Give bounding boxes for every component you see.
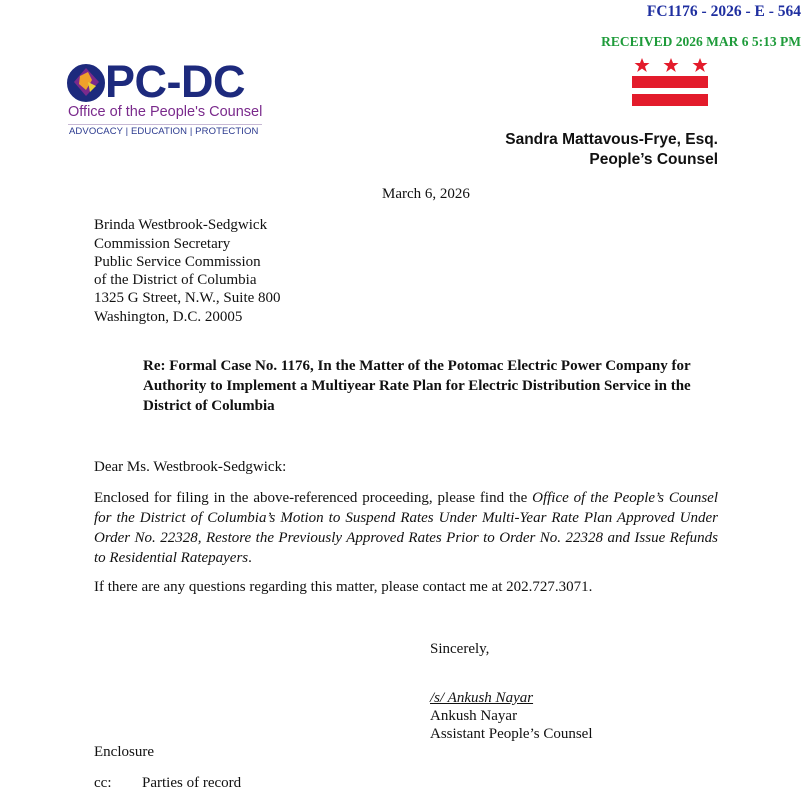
recipient-line: Brinda Westbrook-Sedgwick: [94, 217, 268, 233]
counsel-title: People’s Counsel: [589, 151, 718, 168]
body-paragraph-contact: If there are any questions regarding this matter, please contact me at 202.727.3071.: [94, 579, 593, 595]
re-subject: Re: Formal Case No. 1176, In the Matter of the Potomac Electric Power Company for Authority to Implement a Multiyear Rate Plan for Electric Distribution Service in the District of Columbia: [143, 358, 691, 414]
motion-title: Office of the People’s Counsel for the District of Columbia’s Motion to Suspend Rates Under Multi-Year Rate Plan Approved Under Order No. 22328, Restore the Previously Approved Rates Prior to Order No. 22328 and Issue Refunds to Residential Ratepayers: [94, 490, 718, 566]
closing-sincerely: Sincerely,: [430, 641, 490, 657]
recipient-line: Washington, D.C. 20005: [94, 309, 243, 325]
recipient-line: Public Service Commission: [94, 254, 261, 270]
filing-id-stamp: FC1176 - 2026 - E - 564: [646, 3, 801, 20]
signature: /s/ Ankush Nayar: [430, 690, 534, 706]
body-paragraph-tail: .: [248, 550, 252, 566]
body-paragraph-enclosure: [94, 488, 718, 568]
enclosure-note: Enclosure: [94, 744, 154, 760]
cc-label: cc:: [94, 775, 112, 791]
logo-wordmark: PC-DC: [105, 56, 245, 107]
letter-date: March 6, 2026: [382, 186, 470, 202]
body-paragraph-lead: Enclosed for filing in the above-referenced proceeding, please find the: [94, 490, 533, 506]
recipient-line: of the District of Columbia: [94, 272, 257, 288]
logo-office-name: Office of the People's Counsel: [68, 104, 263, 120]
received-stamp: RECEIVED 2026 MAR 6 5:13 PM: [601, 34, 801, 49]
cc-value: Parties of record: [142, 775, 242, 791]
logo-divider: [68, 124, 262, 125]
dc-flag-icon: [632, 54, 710, 110]
salutation: Dear Ms. Westbrook-Sedgwick:: [94, 459, 287, 475]
logo-tagline: ADVOCACY | EDUCATION | PROTECTION: [69, 126, 259, 137]
signer-name: Ankush Nayar: [430, 708, 518, 724]
signer-title: Assistant People’s Counsel: [430, 726, 593, 742]
recipient-line: 1325 G Street, N.W., Suite 800: [94, 290, 281, 306]
dc-map-emblem-icon: [66, 60, 106, 106]
recipient-line: Commission Secretary: [94, 236, 231, 252]
counsel-name: Sandra Mattavous-Frye, Esq.: [505, 131, 718, 148]
opc-dc-logo: [66, 56, 271, 146]
